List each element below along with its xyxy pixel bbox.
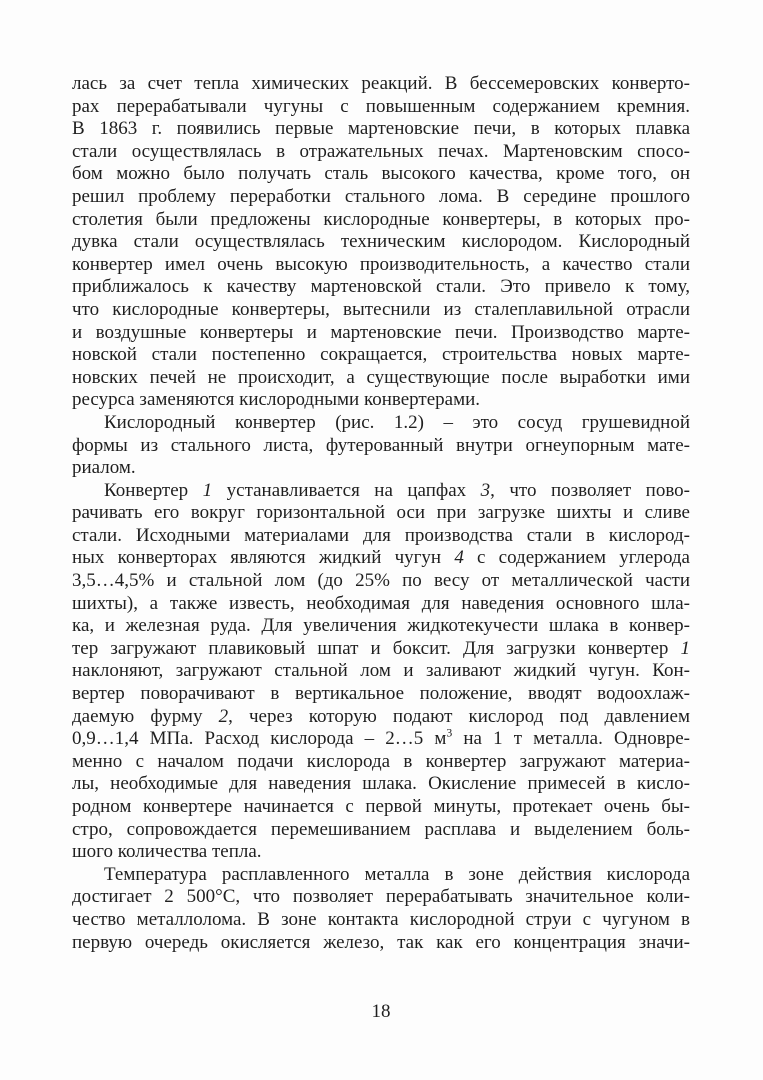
text-line: и воздушные конвертеры и мартеновские печи. Производство марте- <box>72 321 690 343</box>
text-line: ка, и железная руда. Для увеличения жидкотекучести шлака в конвер- <box>72 615 690 637</box>
text-block <box>72 73 690 954</box>
text-line: стро, сопровождается перемешиванием расплава и выделением боль- <box>72 818 690 840</box>
text-line: приближалось к качеству мартеновской стали. Это привело к тому, <box>72 276 690 298</box>
text-line: рах перерабатывали чугуны с повышенным содержанием кремния. <box>72 95 690 117</box>
text-line: шого количества тепла. <box>72 841 262 863</box>
text-line: 0,9…1,4 МПа. Расход кислорода – 2…5 $м^3$ на 1 т металла. Одновре- <box>72 726 690 750</box>
text-line: чество металлолома. В зоне контакта кислородной струи с чугуном в <box>72 908 690 930</box>
page-number: 18 <box>371 1001 391 1022</box>
text-line: дувка стали осуществлялась техническим кислородом. Кислородный <box>72 231 690 253</box>
text-line: решил проблему переработки стального лома. В середине прошлого <box>72 185 690 207</box>
paragraph <box>72 412 690 480</box>
text-line: Конвертер 1 устанавливается на цапфах 3, что позволяет пово- <box>104 479 690 501</box>
text-line: бом можно было получать сталь высокого качества, кроме того, он <box>72 163 690 185</box>
text-line: лась за счет тепла химических реакций. В бессемеровских конверто- <box>72 73 690 94</box>
text-line: конвертер имел очень высокую производительность, а качество стали <box>72 253 690 275</box>
text-line: В 1863 г. появились первые мартеновские печи, в которых плавка <box>72 118 690 140</box>
text-line: новских печей не происходит, а существующие после выработки ими <box>72 366 690 388</box>
text-line: ных конверторах являются жидкий чугун 4 с содержанием углерода <box>72 547 690 569</box>
text-line: родном конвертере начинается с первой минуты, протекает очень бы- <box>72 796 690 817</box>
text-line: лы, необходимые для наведения шлака. Окисление примесей в кисло- <box>72 773 690 795</box>
text-line: первую очередь окисляется железо, так как его концентрация значи- <box>72 931 690 953</box>
text-line: новской стали постепенно сокращается, строительства новых марте- <box>72 344 690 366</box>
text-line: ресурса заменяются кислородными конвертерами. <box>72 389 481 411</box>
text-line: риалом. <box>72 457 136 479</box>
text-line: Кислородный конвертер (рис. 1.2) – это сосуд грушевидной <box>104 411 690 433</box>
text-line: даемую фурму 2, через которую подают кислород под давлением <box>72 705 691 727</box>
paragraph <box>72 864 690 954</box>
text-line: что кислородные конвертеры, вытеснили из сталеплавильной отрасли <box>72 298 690 320</box>
paragraph <box>72 73 690 412</box>
paragraph <box>72 480 690 864</box>
text-line: рачивать его вокруг горизонтальной оси при загрузке шихты и сливе <box>72 502 690 524</box>
text-line: тер загружают плавиковый шпат и боксит. Для загрузки конвертер 1 <box>72 637 690 659</box>
text-line: наклоняют, загружают стальной лом и заливают жидкий чугун. Кон- <box>72 660 690 682</box>
text-line: стали осуществлялась в отражательных печах. Мартеновским спосо- <box>72 140 690 162</box>
text-line: стали. Исходными материалами для производства стали в кислород- <box>72 524 690 546</box>
text-line: менно с началом подачи кислорода в конвертер загружают материа- <box>72 750 690 772</box>
text-line: формы из стального листа, футерованный внутри огнеупорным мате- <box>72 434 690 456</box>
text-line: шихты), а также известь, необходимая для наведения основного шла- <box>72 592 690 614</box>
text-line: достигает 2 500°С, что позволяет перерабатывать значительное коли- <box>72 886 690 908</box>
text-line: Температура расплавленного металла в зоне действия кислорода <box>104 863 690 885</box>
text-line: вертер поворачивают в вертикальное положение, вводят водоохлаж- <box>72 683 690 705</box>
text-line: 3,5…4,5% и стальной лом (до 25% по весу от металлической части <box>72 570 690 592</box>
text-line: столетия были предложены кислородные конвертеры, в которых про- <box>72 208 690 230</box>
